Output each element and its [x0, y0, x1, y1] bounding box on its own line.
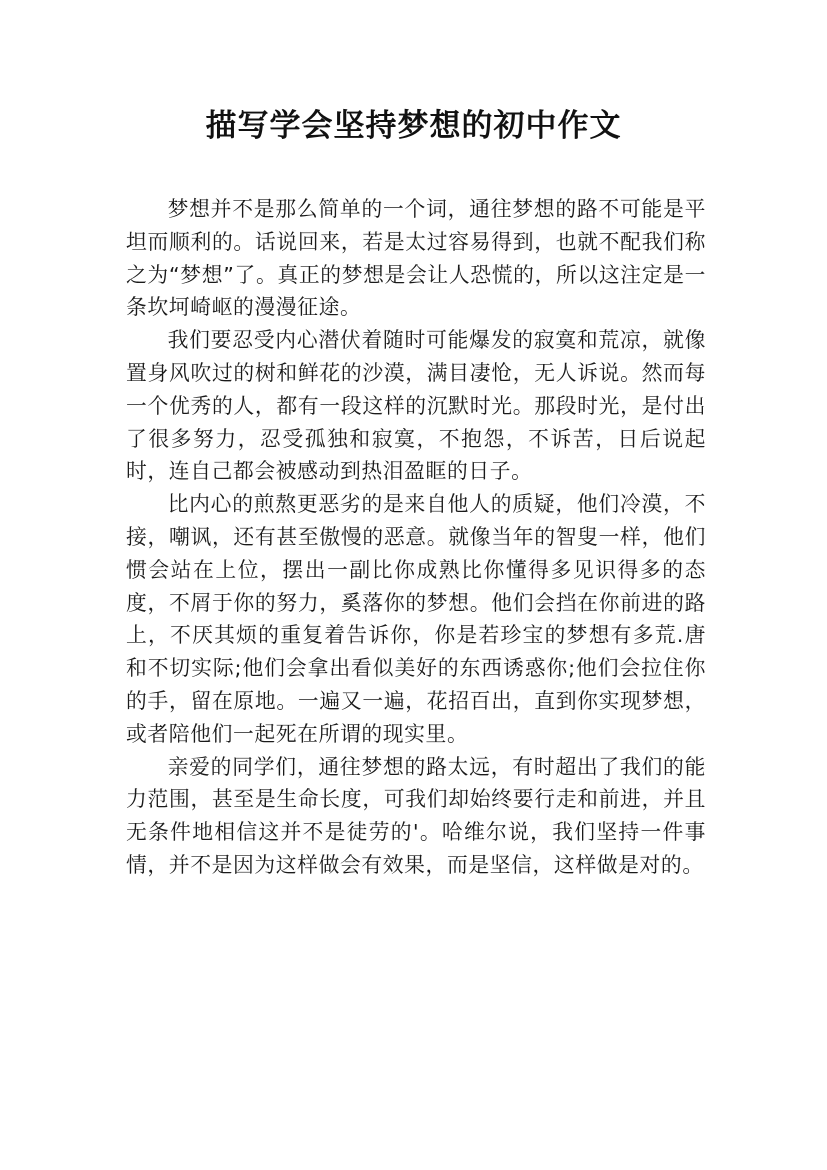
- paragraph-2: 我们要忍受内心潜伏着随时可能爆发的寂寞和荒凉，就像置身风吹过的树和鲜花的沙漠，满目凄怆，无人诉说。然而每一个优秀的人，都有一段这样的沉默时光。那段时光，是付出了很多努力，忍受孤独和寂寞，不抱怨，不诉苦，日后说起时，连自己都会被感动到热泪盈眶的日子。: [126, 328, 706, 484]
- paragraph-3: 比内心的煎熬更恶劣的是来自他人的质疑，他们冷漠，不接，嘲讽，还有甚至傲慢的恶意。就像当年的智叟一样，他们惯会站在上位，摆出一副比你成熟比你懂得多见识得多的态度，不屑于你的努力，奚落你的梦想。他们会挡在你前进的路上，不厌其烦的重复着告诉你，你是若珍宝的梦想有多荒.唐和不切实际;他们会拿出看似美好的东西诱惑你;他们会拉住你的手，留在原地。一遍又一遍，花招百出，直到你实现梦想，或者陪他们一起死在所谓的现实里。: [126, 492, 706, 746]
- document-body: [126, 193, 706, 882]
- paragraph-4: 亲爱的同学们，通往梦想的路太远，有时超出了我们的能力范围，甚至是生命长度，可我们却始终要行走和前进，并且无条件地相信这并不是徒劳的'。哈维尔说，我们坚持一件事情，并不是因为这样做会有效果，而是坚信，这样做是对的。: [126, 754, 706, 877]
- paragraph-1: 梦想并不是那么简单的一个词，通往梦想的路不可能是平坦而顺利的。话说回来，若是太过容易得到，也就不配我们称之为“梦想”了。真正的梦想是会让人恐慌的，所以这注定是一条坎坷崎岖的漫漫征途。: [126, 197, 706, 320]
- document-title: 描写学会坚持梦想的初中作文: [205, 108, 622, 144]
